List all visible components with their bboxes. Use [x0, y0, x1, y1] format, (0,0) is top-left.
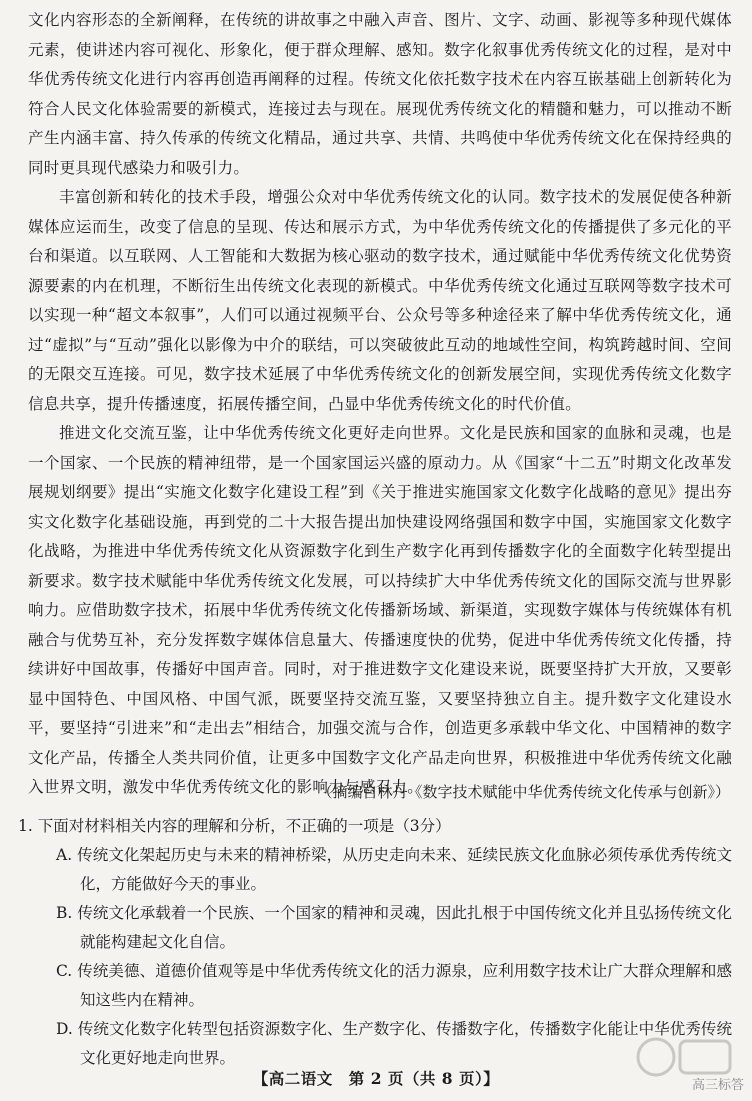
- page-footer: 【高二语文 第 2 页（共 8 页）】: [252, 1069, 500, 1088]
- source-citation: （摘编自林丹《数字技术赋能中华优秀传统文化传承与创新》）: [317, 783, 730, 801]
- question-stem: 1. 下面对材料相关内容的理解和分析，不正确的一项是（3分）: [18, 817, 451, 835]
- option-d: D. 传统文化数字化转型包括资源数字化、生产数字化、传播数字化，传播数字化能让中华优秀传统文化更好地走向世界。: [56, 1020, 732, 1067]
- passage-paragraph-2: 丰富创新和转化的技术手段，增强公众对中华优秀传统文化的认同。数字技术的发展促使各种新媒体应运而生，改变了信息的呈现、传达和展示方式，为中华优秀传统文化的传播提供了多元化的平台和渠道。以互联网、人工智能和大数据为核心驱动的数字技术，通过赋能中华优秀传统文化优势资源要素的内在机理，不断衍生出传统文化表现的新模式。中华优秀传统文化通过互联网等数字技术可以实现一种“超文本叙事”，人们可以通过视频平台、公众号等多种途径来了解中华优秀传统文化，通过“虚拟”与“互动”强化以影像为中介的联结，可以突破彼此互动的地域性空间，构筑跨越时间、空间的无限交互连接。可见，数字技术延展了中华优秀传统文化的创新发展空间，实现优秀传统文化数字信息共享，提升传播速度，拓展传播空间，凸显中华优秀传统文化的时代价值。: [28, 188, 732, 413]
- option-c: C. 传统美德、道德价值观等是中华优秀传统文化的活力源泉，应利用数字技术让广大群众理解和感知这些内在精神。: [56, 962, 732, 1009]
- question-1: [18, 812, 732, 1073]
- option-b: B. 传统文化承载着一个民族、一个国家的精神和灵魂，因此扎根于中国传统文化并且弘扬传统文化就能构建起文化自信。: [56, 904, 732, 951]
- option-a: A. 传统文化架起历史与未来的精神桥梁，从历史走向未来、延续民族文化血脉必须传承优秀传统文化，方能做好今天的事业。: [56, 846, 732, 893]
- passage-paragraph-1: 文化内容形态的全新阐释，在传统的讲故事之中融入声音、图片、文字、动画、影视等多种现代媒体元素，使讲述内容可视化、形象化，便于群众理解、感知。数字化叙事优秀传统文化的过程，是对中华优秀传统文化进行内容再创造再阐释的过程。传统文化依托数字技术在内容互嵌基础上创新转化为符合人民文化体验需要的新模式，连接过去与现在。展现优秀传统文化的精髓和魅力，可以推动不断产生内涵丰富、持久传承的传统文化精品，通过共享、共情、共鸣使中华优秀传统文化在保持经典的同时更具现代感染力和吸引力。: [28, 11, 732, 177]
- passage-paragraph-3: 推进文化交流互鉴，让中华优秀传统文化更好走向世界。文化是民族和国家的血脉和灵魂，也是一个国家、一个民族的精神纽带，是一个国家国运兴盛的原动力。从《国家“十二五”时期文化改革发展规划纲要》提出“实施文化数字化建设工程”到《关于推进实施国家文化数字化战略的意见》提出夯实文化数字化基础设施，再到党的二十大报告提出加快建设网络强国和数字中国，实施国家文化数字化战略，为推进中华优秀传统文化从资源数字化到生产数字化再到传播数字化的全面数字化转型提出新要求。数字技术赋能中华优秀传统文化发展，可以持续扩大中华优秀传统文化的国际交流与世界影响力。应借助数字技术，拓展中华优秀传统文化传播新场域、新渠道，实现数字媒体与传统媒体有机融合与优势互补，充分发挥数字媒体信息量大、传播速度快的优势，促进中华优秀传统文化传播，持续讲好中国故事，传播好中国声音。同时，对于推进数字文化建设来说，既要坚持扩大开放，又要彰显中国特色、中国风格、中国气派，既要坚持交流互鉴，又要坚持独立自主。提升数字文化建设水平，要坚持“引进来”和“走出去”相结合，加强交流与合作，创造更多承载中华文化、中国精神的数字文化产品，传播全人类共同价值，让更多中国数字文化产品走向世界，积极推进中华优秀传统文化融入世界文明，激发中华优秀传统文化的影响力与感召力。: [28, 424, 732, 796]
- reading-passage: [28, 6, 732, 803]
- watermark-text: 高三标答: [691, 1078, 744, 1093]
